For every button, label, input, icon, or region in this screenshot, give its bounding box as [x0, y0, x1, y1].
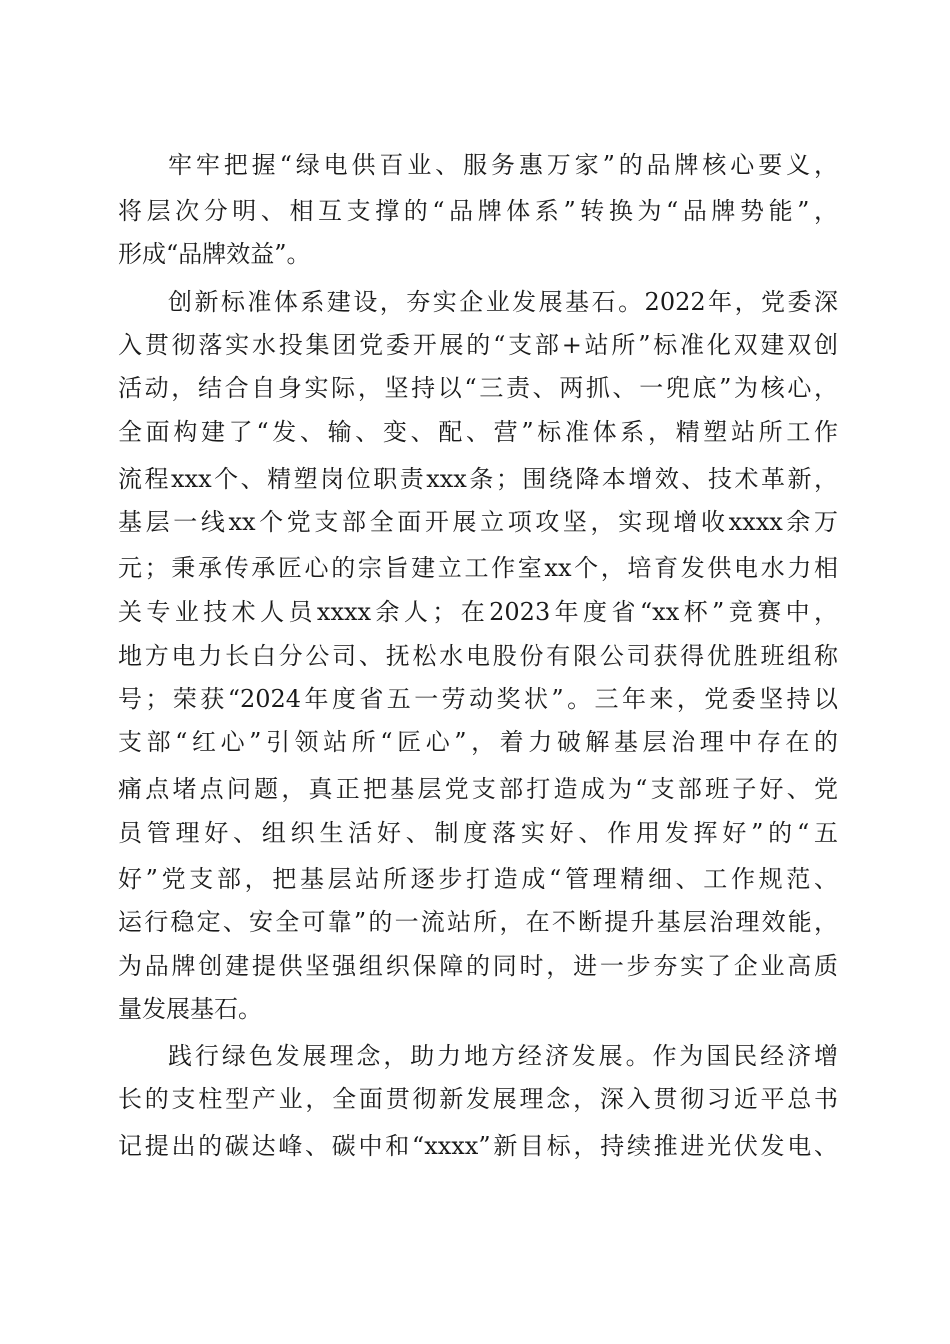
text-line: 痛点堵点问题，真正把基层党支部打造成为“支部班子好、党 [118, 775, 838, 803]
text-line: 入贯彻落实水投集团党委开展的“支部+站所”标准化双建双创 [118, 331, 838, 359]
text-line: 长的支柱型产业，全面贯彻新发展理念，深入贯彻习近平总书 [118, 1085, 838, 1113]
text-line: 牢牢把握“绿电供百业、服务惠万家”的品牌核心要义， [168, 151, 838, 179]
text-line: 关专业技术人员xxxx余人；在2023年度省“xx杯”竞赛中， [118, 598, 838, 626]
text-line: 记提出的碳达峰、碳中和“xxxx”新目标，持续推进光伏发电、 [118, 1132, 838, 1160]
text-line: 流程xxx个、精塑岗位职责xxx条；围绕降本增效、技术革新， [118, 465, 838, 493]
text-line: 践行绿色发展理念，助力地方经济发展。作为国民经济增 [168, 1042, 838, 1070]
text-line: 形成“品牌效益”。 [118, 240, 311, 268]
text-line: 活动，结合自身实际，坚持以“三责、两抓、一兜底”为核心， [118, 374, 838, 402]
text-line: 元；秉承传承匠心的宗旨建立工作室xx个，培育发供电水力相 [118, 554, 838, 582]
text-line: 支部“红心”引领站所“匠心”，着力破解基层治理中存在的 [118, 728, 838, 756]
text-line: 地方电力长白分公司、抚松水电股份有限公司获得优胜班组称 [118, 642, 838, 670]
text-line: 员管理好、组织生活好、制度落实好、作用发挥好”的“五 [118, 819, 838, 847]
text-line: 为品牌创建提供坚强组织保障的同时，进一步夯实了企业高质 [118, 952, 838, 980]
text-line: 运行稳定、安全可靠”的一流站所，在不断提升基层治理效能， [118, 908, 838, 936]
text-line: 全面构建了“发、输、变、配、营”标准体系，精塑站所工作 [118, 418, 838, 446]
text-line: 创新标准体系建设，夯实企业发展基石。2022年，党委深 [168, 288, 838, 316]
text-line: 将层次分明、相互支撑的“品牌体系”转换为“品牌势能”， [118, 197, 838, 225]
text-line: 号；荣获“2024年度省五一劳动奖状”。三年来，党委坚持以 [118, 685, 838, 713]
text-line: 好”党支部，把基层站所逐步打造成“管理精细、工作规范、 [118, 865, 838, 893]
text-line: 基层一线xx个党支部全面开展立项攻坚，实现增收xxxx余万 [118, 508, 838, 536]
text-line: 量发展基石。 [118, 995, 262, 1023]
